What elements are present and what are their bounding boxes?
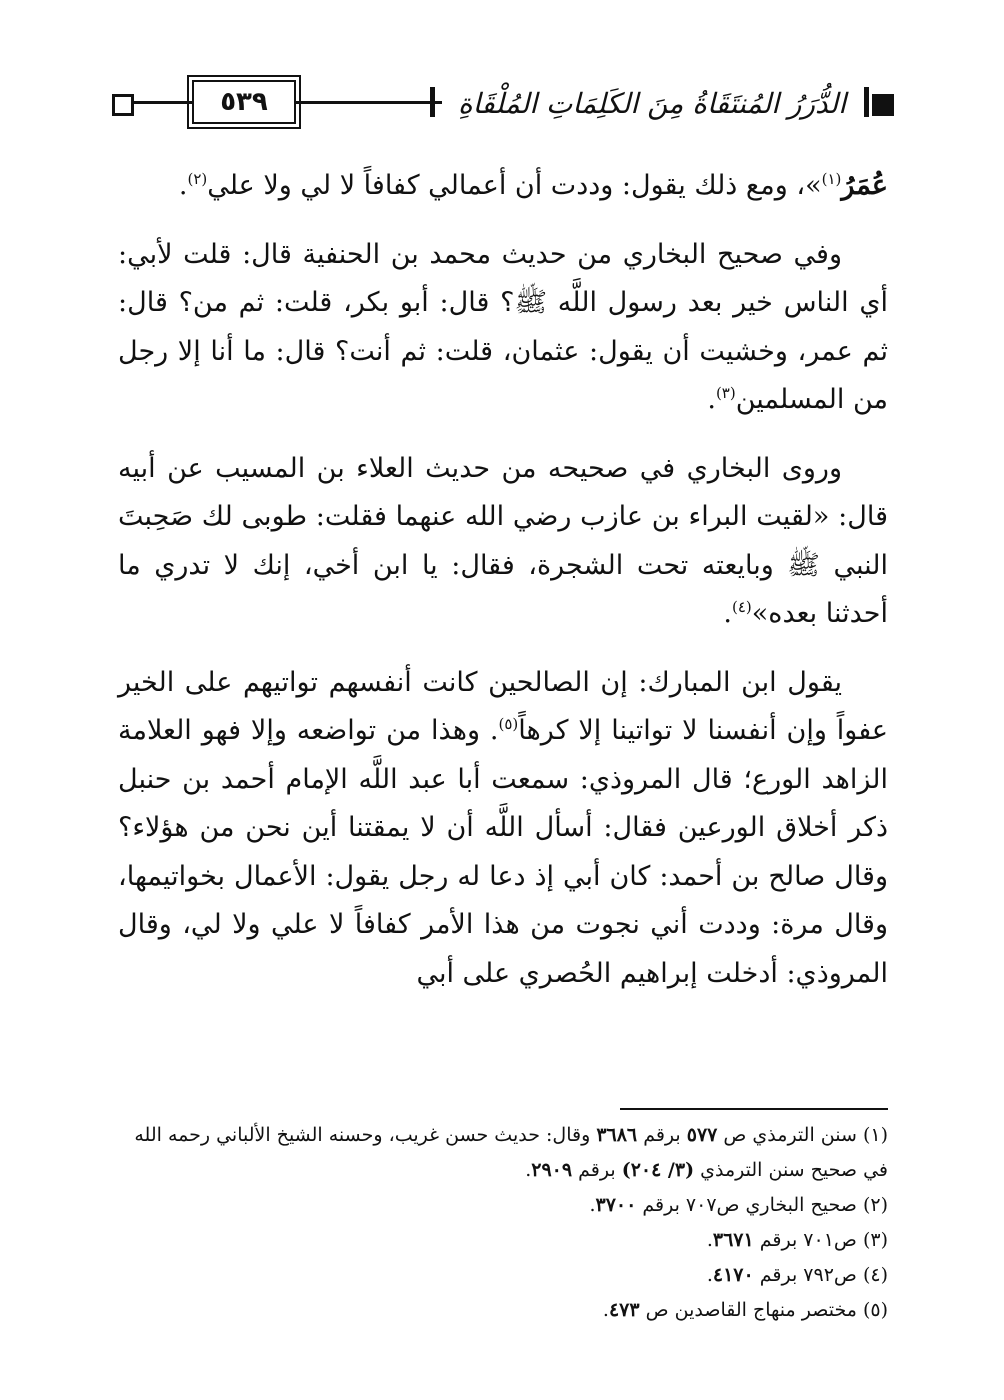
footnote-text: برقم xyxy=(643,1124,681,1146)
footnote-text: سنن الترمذي ص xyxy=(723,1124,857,1146)
main-text xyxy=(118,162,888,1018)
footnote-number: ٤٧٣ xyxy=(608,1299,640,1321)
page-header xyxy=(112,78,892,128)
punctuation: . xyxy=(589,1194,596,1216)
footnote-1 xyxy=(118,1118,888,1188)
footnote-number: ٢٩٠٩ xyxy=(531,1159,573,1181)
footnote-number: ٣٦٧١ xyxy=(712,1229,754,1251)
bold-word: عُمَرُ xyxy=(841,170,888,201)
paragraph-4-text-a: يقول ابن المبارك: إن الصالحين كانت أنفسهم تواتيهم على الخير عفواً وإن أنفسنا لا تواتينا إلا كرهاً xyxy=(118,666,888,746)
punctuation: . xyxy=(723,598,732,629)
punctuation: . xyxy=(706,1229,713,1251)
paragraph-4 xyxy=(118,659,888,999)
footnote-text: مختصر منهاج القاصدين ص xyxy=(645,1299,857,1321)
footnote-5 xyxy=(118,1293,888,1328)
footnote-label: (٢) xyxy=(862,1194,888,1216)
page-number: ٥٣٩ xyxy=(192,80,296,124)
footnote-number: ٥٧٧ xyxy=(686,1124,718,1146)
footnote-text: ص٧٩٢ برقم xyxy=(759,1264,857,1286)
running-title: الدُّرَرُ المُنتَقَاةُ مِنَ الكَلِمَاتِ المُلْقَاةِ xyxy=(442,78,862,128)
punctuation: . xyxy=(706,1264,713,1286)
footnote-text: وقال: حديث حسن غريب، وحسنه الشيخ الألباني رحمه الله في صحيح سنن الترمذي xyxy=(134,1124,888,1181)
header-rule-middle xyxy=(296,101,442,104)
paragraph-2-text: وفي صحيح البخاري من حديث محمد بن الحنفية قال: قلت لأبي: أي الناس خير بعد رسول اللَّه ﷺ؟ قال: أبو بكر، قلت: ثم من؟ قال: ثم عمر، وخشيت أن يقول: عثمان، قلت: ثم أنت؟ قال: ما أنا إلا رجل من المسلمين xyxy=(118,238,888,415)
footnote-number: (٣/ ٢٠٤) xyxy=(621,1159,695,1181)
footnote-ref-5: (٥) xyxy=(498,715,519,733)
paragraph-3 xyxy=(118,445,888,639)
footnote-number: ٤١٧٠ xyxy=(712,1264,754,1286)
punctuation: . xyxy=(525,1159,532,1181)
footnote-label: (٥) xyxy=(862,1299,888,1321)
header-bar-left xyxy=(430,87,435,117)
punctuation: . xyxy=(707,384,716,415)
paragraph-1 xyxy=(118,162,888,211)
footnote-ref-1: (١) xyxy=(821,170,842,188)
footnote-text: برقم xyxy=(578,1159,616,1181)
paragraph-4-text-b: . وهذا من تواضعه وإلا فهو العلامة الزاهد الورع؛ قال المروذي: سمعت أبا عبد اللَّه الإمام أحمد بن حنبل ذكر أخلاق الورعين فقال: أسأل اللَّه أن لا يمقتنا أين نحن من هؤلاء؟ وقال صالح بن أحمد: كان أبي إذ دعا له رجل يقول: الأعمال بخواتيمها، وقال مرة: وددت أني نجوت من هذا الأمر كفافاً لا علي ولا لي، وقال المروذي: أدخلت إبراهيم الحُصري على أبي xyxy=(118,715,888,989)
footnote-4 xyxy=(118,1258,888,1293)
footnote-number: ٣٧٠٠ xyxy=(595,1194,637,1216)
footnote-number: ٣٦٨٦ xyxy=(596,1124,638,1146)
footnote-ref-4: (٤) xyxy=(732,598,752,616)
header-ornament-square-right xyxy=(872,94,894,116)
footnote-label: (٤) xyxy=(862,1264,888,1286)
footnote-label: (٣) xyxy=(862,1229,888,1251)
footnote-text: صحيح البخاري ص٧٠٧ برقم xyxy=(642,1194,857,1216)
footnote-separator xyxy=(620,1108,888,1110)
footnotes xyxy=(118,1118,888,1328)
punctuation: . xyxy=(178,170,188,201)
footnote-text: ص٧٠١ برقم xyxy=(759,1229,857,1251)
footnote-3 xyxy=(118,1223,888,1258)
footnote-label: (١) xyxy=(862,1124,888,1146)
header-rule-left xyxy=(134,101,194,104)
footnote-ref-2: (٢) xyxy=(187,170,208,188)
header-ornament-square-left xyxy=(112,94,134,116)
paragraph-3-text: وروى البخاري في صحيحه من حديث العلاء بن المسيب عن أبيه قال: «لقيت البراء بن عازب رضي الله عنهما فقلت: طوبى لك صَحِبتَ النبي ﷺ وبايعته تحت الشجرة، فقال: يا ابن أخي، إنك لا تدري ما أحدثنا بعده» xyxy=(118,452,888,629)
paragraph-1-text: »، ومع ذلك يقول: وددت أن أعمالي كفافاً لا لي ولا علي xyxy=(207,170,822,201)
punctuation: . xyxy=(602,1299,609,1321)
header-bar-right xyxy=(864,87,869,117)
footnote-ref-3: (٣) xyxy=(715,384,736,402)
paragraph-2 xyxy=(118,231,888,425)
footnote-2 xyxy=(118,1188,888,1223)
